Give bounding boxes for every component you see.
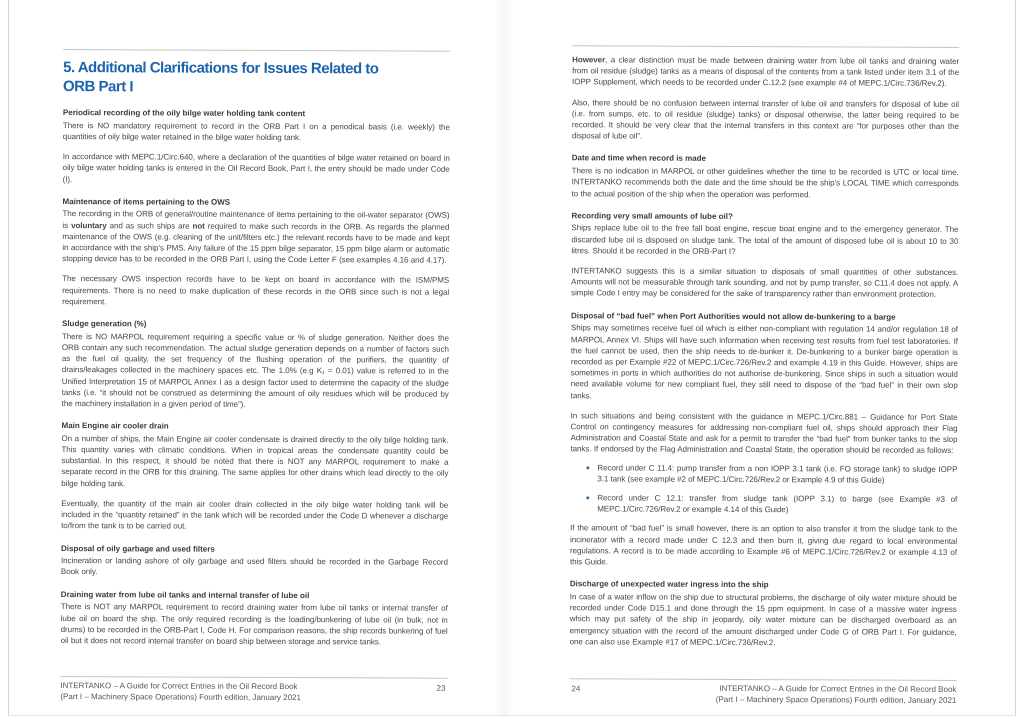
paragraph: INTERTANKO suggests this is a similar situation to disposals of small quantities of other substances. Amounts will not be measurable through tank sounding, and not by pump transfer, so C11.4 does not apply. A simple Code I entry may be considered for the sake of transparency rather than environment protection.: [571, 266, 959, 300]
bullet-list: [570, 462, 957, 517]
paragraph: If the amount of “bad fuel” is small however, there is an option to also transfer it from the sludge tank to the incinerator with a record made under C 12.3 and then burn it, giving due regard to local environmental regulations. A record is to be made according to Example #6 of MEPC.1/Circ.726/Rev.2 or example 4.13 of this Guide.: [569, 523, 958, 567]
paragraph: Eventually, the quantity of the main air cooler drain collected in the oily bilge water holding tank will be included in the “quantity retained” in the tank which will be recorded under the Code D whenever a discharge to/from the tank is to be carried out.: [61, 498, 449, 531]
paragraph: The recording in the ORB of general/routine maintenance of items pertaining to the oil-water separator (OWS) is voluntary and as such ships are not required to make such records in the ORB. As regards the planned maintenance of the OWS (e.g. cleaning of the unit/filters etc.) the relevant records have to be made and kept in accordance with the ship’s PMS. Any failure of the 15 ppm bilge separator, 15 ppm bilge alarm or automatic stopping device has to be recorded in the ORB Part I, using the Code Letter F (see examples 4.16 and 4.17).: [62, 209, 450, 265]
paragraph: The necessary OWS inspection records have to be kept on board in accordance with the ISM/PMS requirements. There is no need to make duplication of these records in the ORB since such is not a legal requirement.: [62, 274, 450, 307]
footer-right-line2: (Part I – Machinery Space Operations) Fourth edition, January 2021: [715, 694, 957, 705]
chapter-title-line2: ORB Part I: [63, 78, 134, 96]
page-number-23: 23: [436, 683, 446, 693]
footer-left-line2: (Part I – Machinery Space Operations) Fourth edition, January 2021: [60, 691, 301, 702]
page-number-24: 24: [571, 684, 581, 694]
footer-right: [569, 678, 956, 706]
bullet-icon: [586, 466, 589, 469]
paragraph: Incineration or landing ashore of oily garbage and used filters should be recorded in the Garbage Record Book only.: [60, 556, 448, 577]
bullet-icon: [586, 496, 589, 499]
paragraph: However, a clear distinction must be made between draining water from lube oil tanks and draining water from oil residue (sludge) tanks as a means of disposal of the contents from a tank listed under item 3.1 of the IOPP Supplement, which needs to be recorded under C.12.2 (see example #4 of MEPC.1/Circ.736/Rev.2).: [572, 55, 960, 89]
footer-right-line1: INTERTANKO – A Guide for Correct Entries in the Oil Record Book: [719, 683, 957, 694]
paragraph: There is NO mandatory requirement to record in the ORB Part I on a periodical basis (i.e. weekly) the quantities of oily bilge water retained in the bilge water holding tank.: [62, 120, 450, 142]
paragraph: In accordance with MEPC.1/Circ.640, where a declaration of the quantities of bilge water retained on board in oily bilge water holding tanks is entered in the Oil Record Book, Part I, the entry should be made under Code (I).: [62, 152, 450, 184]
paragraph: There is no indication in MARPOL or other guidelines whether the time to be recorded is UTC or local time. INTERTANKO recommends both the date and the time should be the ship’s LOCAL TIME which corresponds to the actual position of the ship when the operation was performed.: [571, 166, 959, 199]
paragraph: Ships replace lube oil to the free fall boat engine, rescue boat engine and to the emergency generator. The discarded lube oil is disposed on sludge tank. The total of the amount of disposed lube oil is about 10 to 30 litres. Should it be recorded in the ORB-Part I?: [571, 223, 959, 256]
section-heading-bad-fuel-disposal: Disposal of “bad fuel” when Port Authorities would not allow de-bunkering to a barge: [571, 310, 896, 322]
section-heading-draining-lube-oil: Draining water from lube oil tanks and internal transfer of lube oil: [60, 589, 310, 600]
bullet-text: Record under C 11.4: pump transfer from a non IOPP 3.1 tank (i.e. FO storage tank) to sludge IOPP 3.1 tank (see example #2 of MEPC.1/Circ.726/Rev.2 or Example 4.9 of this Guide): [597, 462, 958, 485]
page-right: [570, 45, 960, 649]
chapter-title-line1: 5. Additional Clarifications for Issues Related to: [63, 59, 379, 78]
section-heading-air-cooler-drain: Main Engine air cooler drain: [61, 421, 169, 431]
section-heading-oily-garbage: Disposal of oily garbage and used filters: [61, 543, 215, 554]
paragraph: Also, there should be no confusion between internal transfer of lube oil and transfers for disposal of lube oil (i.e. from sumps, etc. to oil residue (sludge) tanks) or disposal otherwise, the latter being required to be recorded. It should be very clear that the internal transfers in this context are “for purposes other than the disposal of lube oil”.: [571, 97, 959, 141]
section-heading-sludge-generation: Sludge generation (%): [61, 319, 147, 329]
footer-left-line1: INTERTANKO – A Guide for Correct Entries in the Oil Record Book: [60, 681, 298, 692]
paragraph: There is NO MARPOL requirement requiring a specific value or % of sludge generation. Neither does the ORB contain any such recommendation. The actual sludge generation depends on a number of factors such as the fuel oil quality, the set frequency of the flushing operation of the purifiers, the quantity of drains/leakages collected in the machinery spaces etc. The 1.0% (e.g K₁ = 0.01) value is referred to in the Unified Interpretation 15 of MARPOL Annex I as a design factor used to determine the capacity of the sludge tanks (i.e. “it should not be construed as determining the amount of oily residues which will be produced by the machinery installation in a given period of time”).: [61, 331, 449, 409]
header-rule-right: [572, 45, 959, 48]
section-heading-water-ingress: Discharge of unexpected water ingress into the ship: [569, 579, 769, 590]
paragraph: In such situations and being consistent with the guidance in MEPC.1/Circ.881 – Guidance for Port State Control on contingency measures for addressing non-compliant fuel oil, ships should approach their Flag Administration and Coastal State and ask for a permit to transfer the “bad fuel” from bunker tanks to the slop tanks. If endorsed by the Flag Administration and Coastal State, the operation should be recorded as follows:: [570, 411, 958, 456]
section-heading-small-amounts-lube-oil: Recording very small amounts of lube oil?: [571, 210, 733, 221]
section-heading-date-and-time: Date and time when record is made: [571, 153, 707, 164]
section-heading-ows-maintenance: Maintenance of items pertaining to the OWS: [62, 196, 231, 207]
paragraph: On a number of ships, the Main Engine air cooler condensate is drained directly to the oily bilge holding tank. This quantity varies with climatic conditions. When in tropical areas the condensate quantity could be substantial. In this respect, it should be noted that there is NOT any MARPOL requirement to make a separate record in the ORB for this draining. The same applies for other drains which lead directly to the oily bilge holding tank.: [61, 433, 449, 489]
bullet-item-c114: [570, 462, 957, 486]
bullet-item-c121: [570, 492, 957, 516]
bullet-text: Record under C 12.1: transfer from sludge tank (IOPP 3.1) to barge (see Example #3 of MEPC.1/Circ.726/Rev.2 or example 4.14 of this Guide): [597, 493, 958, 515]
section-heading-periodical-recording: Periodical recording of the oily bilge water holding tank content: [62, 108, 306, 119]
paragraph: Ships may sometimes receive fuel oil which is either non-compliant with regulation 14 and/or regulation 18 of MARPOL Annex VI. Ships will have such information when receiving test results from fuel test laboratories. If the fuel cannot be used, then the ship needs to de-bunker it. De-bunkering to a bunker barge operation is recorded as per Example #22 of MEPC.1/Circ.726/Rev.2 and example 4.19 in this Guide. However, ships are sometimes in ports in which authorities do not authorise de-bunkering. Since ships in such a situation would need available volume for new compliant fuel, they still need to dispose of the “bad fuel” in their own slop tanks.: [570, 323, 959, 400]
paragraph: There is NOT any MARPOL requirement to record draining water from lube oil tanks or internal transfer of lube oil on board the ship. The only required recording is the loading/bunkering of lube oil (in bulk, not in drums) to be recorded in the ORB-Part I, Code H. For comparison reasons, the ship records bunkering of fuel oil but it does not record internal transfer on board ship between storage and service tanks.: [60, 602, 448, 647]
paragraph: In case of a water inflow on the ship due to structural problems, the discharge of oily water mixture should be recorded under Code D15.1 and done through the 15 ppm equipment. In case of a massive water ingress which may put safety of the ship in jeopardy, oily water mixture can be discharged overboard as an emergency situation with the record of the amount discharged under Code G of ORB Part I. For guidance, one can also use Example #17 of MEPC.1/Circ.736/Rev.2.: [569, 592, 957, 647]
